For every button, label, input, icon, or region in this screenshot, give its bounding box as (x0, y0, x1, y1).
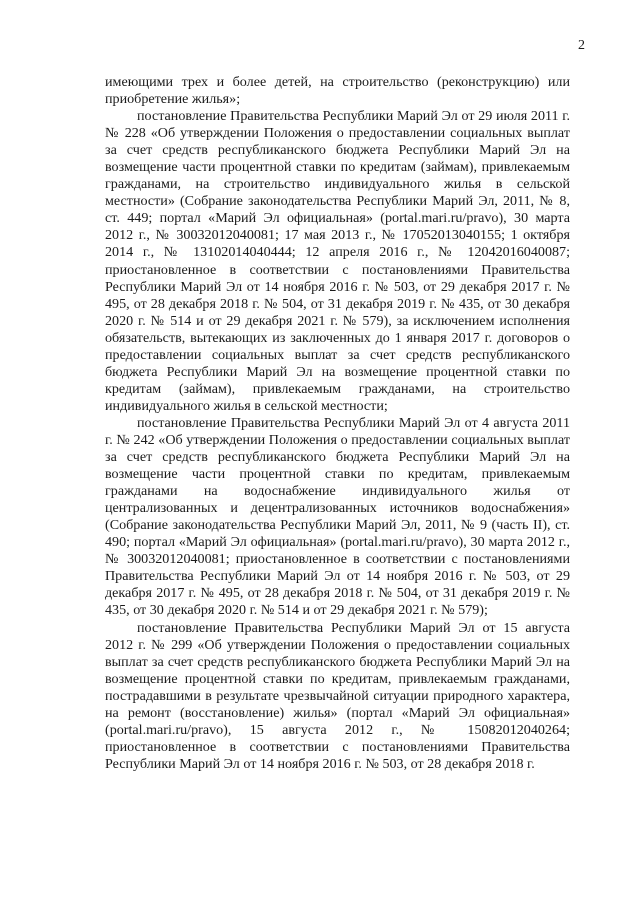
document-body (105, 74, 570, 773)
paragraph-resolution-299: постановление Правительства Республики Марий Эл от 15 августа 2012 г. № 299 «Об утверждении Положения о предоставлении социальных выплат за счет средств республиканского бюджета Республики Марий Эл на возмещение процентной ставки по кредитам, привлекаемым гражданами, пострадавшими в результате чрезвычайной ситуации природного характера, на ремонт (восстановление) жилья» (портал «Марий Эл официальная» (portal.mari.ru/pravo), 15 августа 2012 г., № 15082012040264; приостановленное в соответствии с постановлениями Правительства Республики Марий Эл от 14 ноября 2016 г. № 503, от 28 декабря 2018 г. (105, 619, 570, 772)
page-number: 2 (578, 38, 585, 53)
paragraph-continuation: имеющими трех и более детей, на строительство (реконструкцию) или приобретение жилья»; (105, 74, 570, 108)
paragraph-resolution-242: постановление Правительства Республики Марий Эл от 4 августа 2011 г. № 242 «Об утверждении Положения о предоставлении социальных выплат за счет средств республиканского бюджета Республики Марий Эл на возмещение части процентной ставки по кредитам, привлекаемым гражданами на водоснабжение индивидуального жилья от централизованных и децентрализованных источников водоснабжения» (Собрание законодательства Республики Марий Эл, 2011, № 9 (часть II), ст. 490; портал «Марий Эл официальная» (portal.mari.ru/pravo), 30 марта 2012 г., № 30032012040081; приостановленное в соответствии с постановлениями Правительства Республики Марий Эл от 14 ноября 2016 г. № 503, от 29 декабря 2017 г. № 495, от 28 декабря 2018 г. № 504, от 31 декабря 2019 г. № 435, от 30 декабря 2020 г. № 514 и от 29 декабря 2021 г. № 579); (105, 414, 570, 619)
paragraph-resolution-228: постановление Правительства Республики Марий Эл от 29 июля 2011 г. № 228 «Об утверждении Положения о предоставлении социальных выплат за счет средств республиканского бюджета Республики Марий Эл на возмещение части процентной ставки по кредитам (займам), привлекаемым гражданами, на строительство индивидуального жилья в сельской местности» (Собрание законодательства Республики Марий Эл, 2011, № 8, ст. 449; портал «Марий Эл официальная» (portal.mari.ru/pravo), 30 марта 2012 г., № 30032012040081; 17 мая 2013 г., № 17052013040155; 1 октября 2014 г., № 13102014040444; 12 апреля 2016 г., № 12042016040087; приостановленное в соответствии с постановлениями Правительства Республики Марий Эл от 14 ноября 2016 г. № 503, от 29 декабря 2017 г. № 495, от 28 декабря 2018 г. № 504, от 31 декабря 2019 г. № 435, от 30 декабря 2020 г. № 514 и от 29 декабря 2021 г. № 579), за исключением исполнения обязательств, вытекающих из заключенных до 1 января 2017 г. договоров о предоставлении социальных выплат за счет средств республиканского бюджета Республики Марий Эл на возмещение процентной ставки по кредитам (займам), привлекаемым гражданами, на строительство индивидуального жилья в сельской местности; (105, 108, 570, 414)
